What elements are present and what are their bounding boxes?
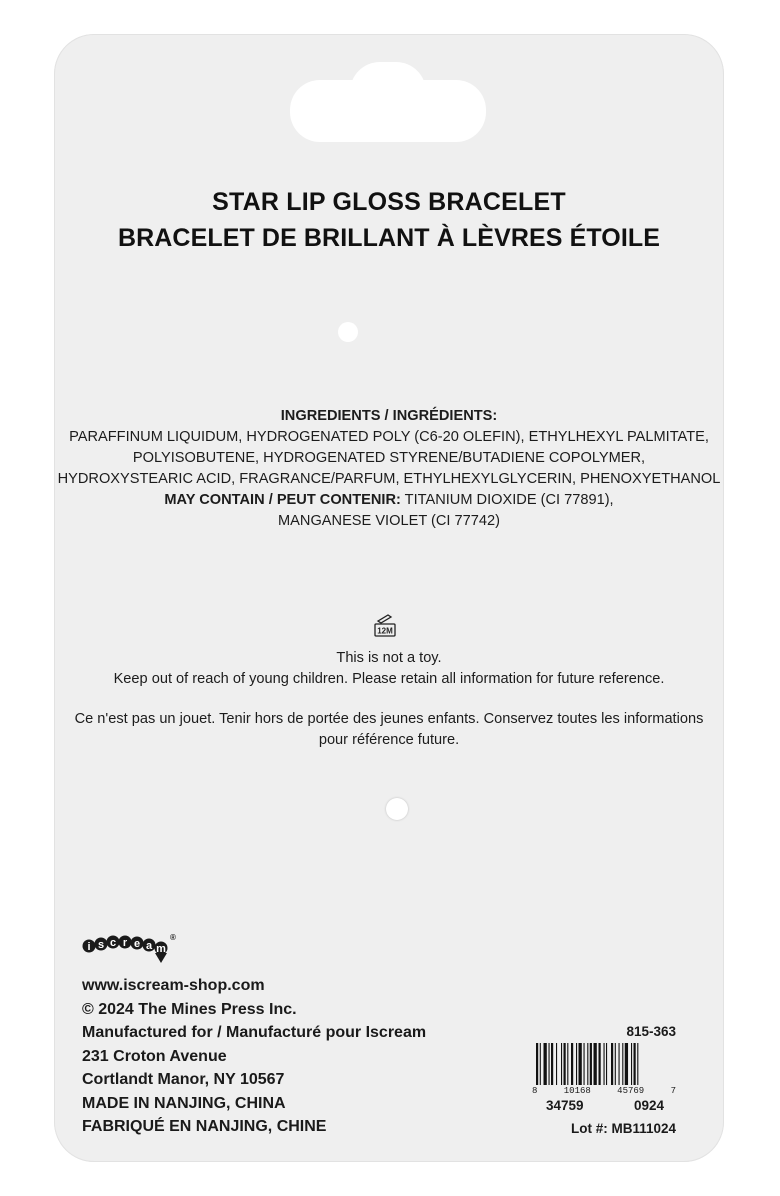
barcode-bar	[567, 1043, 568, 1085]
address-line-2: Cortlandt Manor, NY 10567	[82, 1071, 285, 1088]
barcode-bar	[622, 1043, 623, 1085]
copyright: © 2024 The Mines Press Inc.	[82, 1000, 297, 1018]
barcode-bar	[540, 1043, 541, 1085]
safety-warning	[54, 648, 724, 751]
product-title-fr: BRACELET DE BRILLANT À LÈVRES ÉTOILE	[117, 224, 661, 252]
barcode-bar	[564, 1043, 566, 1085]
barcode-digit-group: 10168	[563, 1086, 591, 1096]
lot-number: Lot #: MB111024	[570, 1121, 676, 1136]
punch-hole-top	[338, 322, 358, 342]
address-line-1: 231 Croton Avenue	[82, 1047, 227, 1065]
product-title-en: STAR LIP GLOSS BRACELET	[212, 188, 566, 216]
barcode-block	[532, 1024, 676, 1136]
barcode-bar	[634, 1043, 636, 1085]
punch-hole-bottom	[386, 798, 408, 820]
barcode-bar	[571, 1043, 573, 1085]
barcode-bar	[561, 1043, 562, 1085]
batch-code-left: 34759	[546, 1098, 584, 1113]
barcode-bar	[590, 1043, 592, 1085]
website-link[interactable]: www.iscream-shop.com	[82, 977, 265, 994]
logo-letter: i	[87, 941, 91, 953]
barcode-digit-lead: 8	[532, 1086, 538, 1096]
barcode-bar	[615, 1043, 616, 1085]
logo-letter: r	[122, 937, 128, 949]
warning-en-2: Keep out of reach of young children. Please retain all information for future reference.	[113, 671, 665, 687]
batch-codes	[532, 1098, 676, 1113]
company-info	[82, 974, 426, 1139]
product-card-back	[54, 34, 724, 1162]
manufactured-for: Manufactured for / Manufacturé pour Iscream	[82, 1024, 427, 1041]
barcode-bar	[579, 1043, 582, 1085]
may-contain-line	[54, 490, 724, 511]
barcode-bar	[625, 1043, 628, 1085]
barcode-bar	[584, 1043, 585, 1085]
barcode-bar	[544, 1043, 547, 1085]
barcode-bar	[604, 1043, 605, 1085]
warning-fr-2: pour référence future.	[318, 732, 460, 748]
barcode-bar	[599, 1043, 601, 1085]
barcode-bar	[587, 1043, 588, 1085]
ingredients-line: PARAFFINUM LIQUIDUM, HYDROGENATED POLY (C6-20 OLEFIN), ETHYLHEXYL PALMITATE,	[69, 429, 709, 445]
barcode-digit-group: 45769	[617, 1086, 645, 1096]
ingredients-heading: INGREDIENTS / INGRÉDIENTS:	[280, 408, 498, 424]
ingredients-line: HYDROXYSTEARIC ACID, FRAGRANCE/PARFUM, ETHYLHEXYLGLYCERIN, PHENOXYETHANOL	[57, 471, 721, 487]
warning-fr-1: Ce n'est pas un jouet. Tenir hors de portée des jeunes enfants. Conservez toutes les informations	[74, 711, 704, 727]
barcode	[532, 1043, 676, 1085]
batch-code-right: 0924	[633, 1098, 664, 1113]
barcode-digits	[532, 1086, 676, 1096]
barcode-bar	[631, 1043, 632, 1085]
logo-letter: m	[156, 943, 166, 955]
may-contain-text: TITANIUM DIOXIDE (CI 77891),	[400, 492, 614, 508]
barcode-bar	[611, 1043, 613, 1085]
barcode-bar	[606, 1043, 607, 1085]
barcode-bar	[637, 1043, 638, 1085]
logo-letter: e	[133, 938, 141, 950]
pao-label: 12M	[377, 626, 393, 636]
barcode-bar	[594, 1043, 597, 1085]
may-contain-label: MAY CONTAIN / PEUT CONTENIR:	[164, 492, 401, 508]
barcode-bar	[536, 1043, 538, 1085]
barcode-bar	[549, 1043, 550, 1085]
logo-letter: a	[145, 940, 153, 952]
made-in-en: MADE IN NANJING, CHINA	[82, 1094, 286, 1112]
logo-registered-mark: ®	[170, 933, 176, 942]
ingredients-block	[54, 406, 724, 532]
iscream-logo	[82, 932, 178, 964]
warning-en-1: This is not a toy.	[336, 650, 442, 666]
barcode-digit-check: 7	[670, 1086, 676, 1096]
barcode-bar	[551, 1043, 553, 1085]
open-jar-icon	[372, 612, 398, 638]
barcode-bar	[619, 1043, 620, 1085]
logo-letter: c	[109, 937, 117, 949]
logo-letter: s	[97, 939, 105, 951]
barcode-bar	[576, 1043, 577, 1085]
sku-number: 815-363	[626, 1024, 676, 1039]
made-in-fr: FABRIQUÉ EN NANJING, CHINE	[82, 1118, 327, 1135]
barcode-bar	[556, 1043, 557, 1085]
hang-tab-hole	[290, 80, 486, 142]
ingredients-line: POLYISOBUTENE, HYDROGENATED STYRENE/BUTADIENE COPOLYMER,	[132, 450, 646, 466]
may-contain-line-2: MANGANESE VIOLET (CI 77742)	[278, 513, 500, 529]
